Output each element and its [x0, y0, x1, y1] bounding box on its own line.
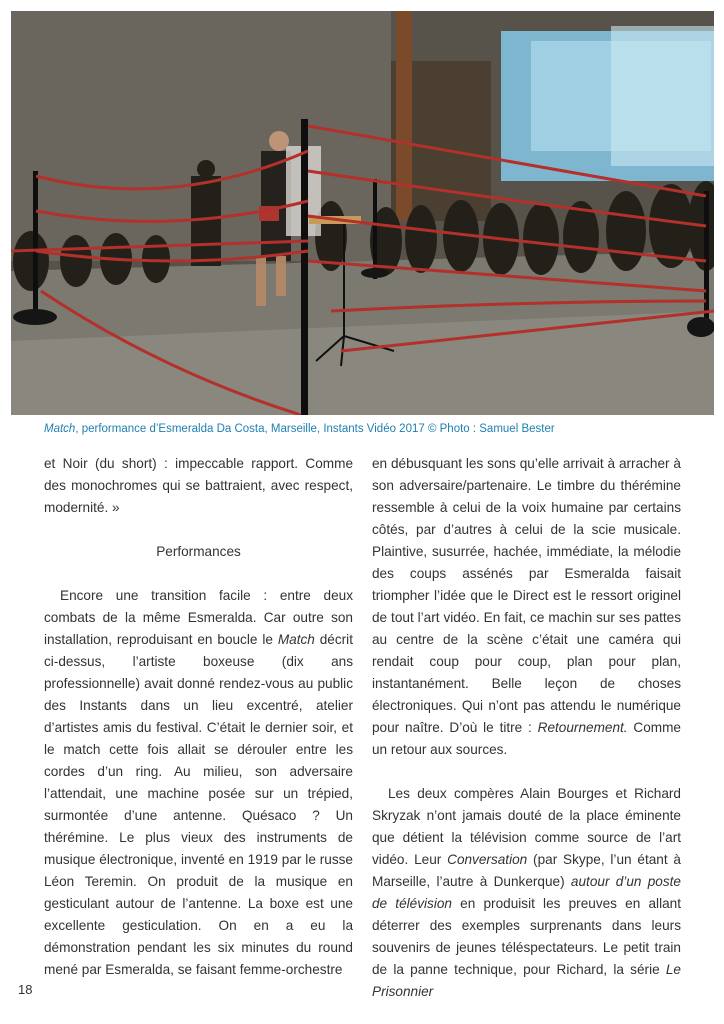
right-column: [372, 453, 681, 1003]
right-p2-emphasis-1: Conversation: [447, 852, 528, 867]
left-paragraph-1: et Noir (du short) : impeccable rapport. Comme des monochromes qui se battraient, avec respect, modernité. »: [44, 456, 353, 515]
left-column: [44, 453, 353, 981]
right-paragraph-2: [372, 783, 681, 1003]
boxing-ring-scene: [11, 11, 714, 415]
section-heading: Performances: [156, 544, 241, 559]
page-number: 18: [18, 982, 33, 997]
right-p1-text-a: en débusquant les sons qu’elle arrivait à arracher à son adversaire/partenaire. Le timbre du thérémine ressemble à celui de la voix humaine par certains côtés, par d’autres à celui de la scie musicale. Plaintive, susurrée, hachée, immédiate, la mélodie des coups assénés par Esmeralda faisait triompher l’idée que le Direct est le ressort originel de tout l’art vidéo. En fait, ce machin sur ses pattes au centre de la scène c’était une caméra qui rendait coup pour coup, plan pour plan, instantanément. Belle leçon de choses électroniques. Qui n’ont pas attendu le numérique pour naître. D’où le titre :: [372, 456, 681, 735]
right-p1-emphasis: Retournement.: [537, 720, 628, 735]
right-p1-text-b: Comme un retour aux sources.: [372, 720, 681, 757]
right-p2-emphasis-2: autour d’un poste de télévision: [372, 874, 681, 911]
caption-title: Match: [44, 423, 76, 435]
right-p2-text-b: (par Skype, l’un étant à Marseille, l’autre à Dunkerque): [372, 852, 681, 889]
left-paragraph-2: [44, 585, 353, 981]
right-p2-text-c: en produisit les preuves en allant déterrer des exemples surprenants dans leurs souvenirs de jeunes téléspectateurs. Le petit train de la panne technique, pour Richard, la série: [372, 896, 681, 977]
right-paragraph-1: [372, 453, 681, 761]
caption-text: , performance d’Esmeralda Da Costa, Marseille, Instants Vidéo 2017 © Photo : Samuel Bester: [75, 423, 555, 435]
right-p2-text-a: Les deux compères Alain Bourges et Richard Skryzak n’ont jamais douté de la place éminente que détient la télévision comme source de l’art vidéo. Leur: [372, 786, 681, 867]
right-p2-emphasis-3: Le Prisonnier: [372, 962, 681, 999]
left-p2-text-a: Encore une transition facile : entre deux combats de la même Esmeralda. Car outre son installation, reproduisant en boucle le: [44, 588, 353, 647]
photo-caption: [44, 423, 704, 435]
left-p2-emphasis: Match: [277, 632, 315, 647]
left-p2-text-b: décrit ci-dessus, l’artiste boxeuse (dix ans professionnelle) avait donné rendez-vous au public des Instants dans un lieu excentré, atelier d’artistes amis du festival. C’était le dernier soir, et le match cette fois allait se dérouler entre les cordes d’un ring. Au milieu, son adversaire l’attendait, une machine posée sur un trépied, surmontée d’une antenne. Quésaco ? Un thérémine. Le plus vieux des instruments de musique électronique, inventé en 1919 par le russe Léon Teremin. On produit de la musique en gesticulant autour de l’antenne. La boxe est une excellente gesticulation. On en a eu la démonstration pendant les six minutes du round mené par Esmeralda, se faisant femme-orchestre: [44, 632, 353, 977]
performance-photo: [11, 11, 714, 415]
